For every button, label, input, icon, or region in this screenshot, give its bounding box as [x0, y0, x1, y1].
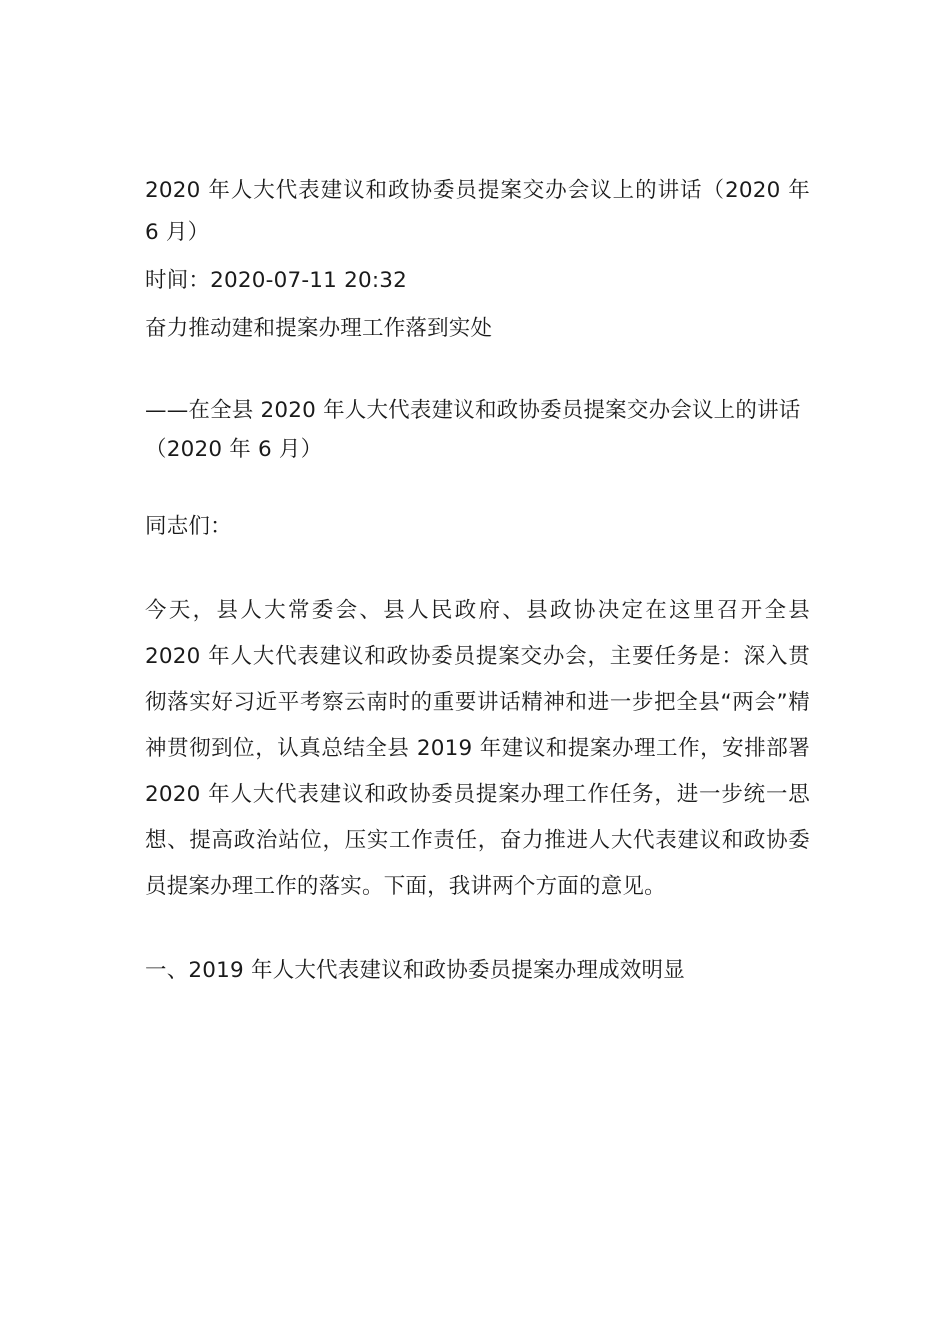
document-title: 2020 年人大代表建议和政协委员提案交办会议上的讲话（2020 年 6 月） — [145, 178, 810, 245]
document-body — [145, 170, 810, 992]
intro-paragraph: 今天，县人大常委会、县人民政府、县政协决定在这里召开全县 2020 年人大代表建议和政协委员提案交办会，主要任务是：深入贯彻落实好习近平考察云南时的重要讲话精神和进一步把全县“两会”精神贯彻到位，认真总结全县 2019 年建议和提案办理工作，安排部署 2020 年人大代表建议和政协委员提案办理工作任务，进一步统一思想、提高政治站位，压实工作责任，奋力推进人大代表建议和政协委员提案办理工作的落实。下面，我讲两个方面的意见。 — [145, 598, 810, 899]
speech-date: （2020 年 6 月） — [145, 437, 323, 462]
time-line: 时间：2020-07-11 20:32 — [145, 268, 408, 293]
section-heading: 一、2019 年人大代表建议和政协委员提案办理成效明显 — [145, 958, 685, 983]
speech-subtitle: ——在全县 2020 年人大代表建议和政协委员提案交办会议上的讲话 — [145, 398, 801, 423]
speech-heading: 奋力推动建和提案办理工作落到实处 — [145, 316, 493, 341]
salutation: 同志们： — [145, 514, 232, 539]
